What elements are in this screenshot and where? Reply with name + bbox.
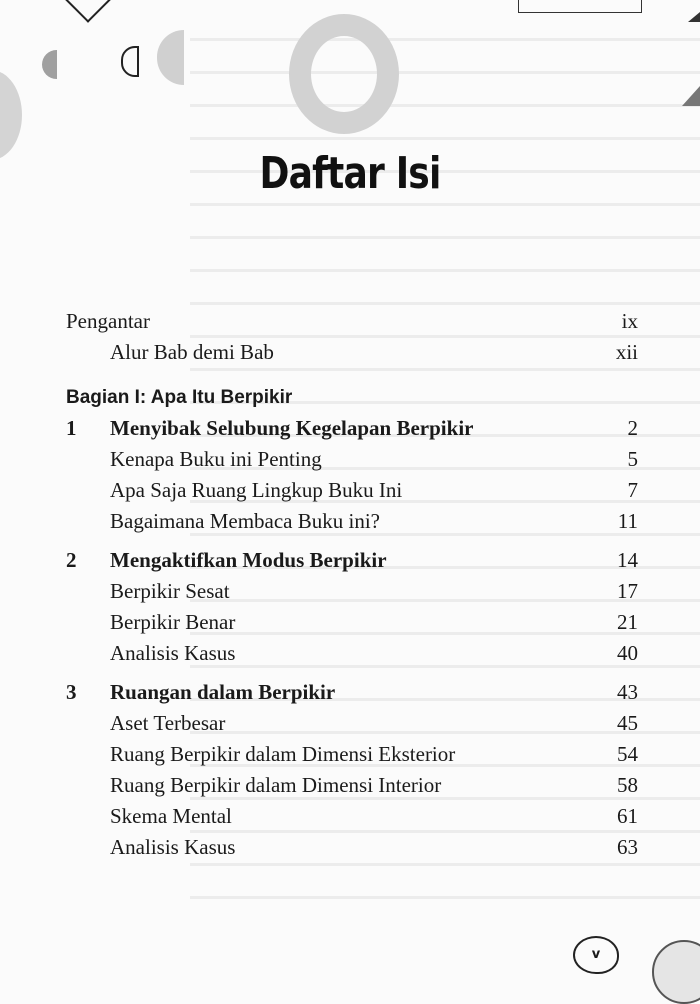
toc-entry-page: 40 <box>617 641 638 665</box>
toc-section[interactable] <box>66 770 638 801</box>
toc-chapter-3[interactable] <box>66 677 638 708</box>
toc-entry-page: 21 <box>617 610 638 634</box>
toc-entry-page: 5 <box>627 447 638 471</box>
toc-entry-label: Ruang Berpikir dalam Dimensi Interior <box>110 773 442 797</box>
triangle-decoration <box>688 12 700 22</box>
toc-entry-label: Berpikir Sesat <box>110 579 230 603</box>
toc-entry-label: Analisis Kasus <box>110 835 236 859</box>
ring-decoration <box>289 14 399 134</box>
chapter-number: 3 <box>66 680 77 704</box>
half-circle-light-decoration <box>157 30 184 85</box>
toc-entry-page: 61 <box>617 804 638 828</box>
toc-entry-page: 14 <box>617 548 638 572</box>
toc-section[interactable] <box>66 832 638 863</box>
toc-entry-page: 7 <box>627 478 638 502</box>
toc-entry-label: Bagaimana Membaca Buku ini? <box>110 509 380 533</box>
toc-section[interactable] <box>66 739 638 770</box>
toc-chapter-1[interactable] <box>66 413 638 444</box>
toc-section[interactable] <box>66 506 638 537</box>
page-number-bubble: v <box>573 936 619 974</box>
toc-part-heading[interactable] <box>66 382 638 413</box>
toc-entry-label: Pengantar <box>66 309 150 333</box>
toc-entry-label: Kenapa Buku ini Penting <box>110 447 322 471</box>
chapter-number: 2 <box>66 548 77 572</box>
toc-entry-alur-bab[interactable] <box>66 337 638 368</box>
triangle-decoration-2 <box>682 86 700 106</box>
chapter-title: Menyibak Selubung Kegelapan Berpikir <box>110 416 474 440</box>
toc-entry-label: Analisis Kasus <box>110 641 236 665</box>
grey-circle-decoration <box>0 70 22 160</box>
toc-entry-page: 58 <box>617 773 638 797</box>
toc-entry-page: 2 <box>627 416 638 440</box>
chapter-title: Mengaktifkan Modus Berpikir <box>110 548 387 572</box>
half-circle-dark-decoration <box>42 50 57 79</box>
toc-section[interactable] <box>66 801 638 832</box>
toc-entry-label: Berpikir Benar <box>110 610 236 634</box>
toc-chapter-2[interactable] <box>66 545 638 576</box>
box-outline-decoration <box>518 0 642 13</box>
toc-section[interactable] <box>66 607 638 638</box>
part-label: Bagian I: Apa Itu Berpikir <box>66 387 293 408</box>
toc-entry-page: ix <box>621 309 638 333</box>
toc-entry-page: 45 <box>617 711 638 735</box>
toc-entry-pengantar[interactable] <box>66 306 638 337</box>
chapter-number: 1 <box>66 416 77 440</box>
toc-entry-label: Alur Bab demi Bab <box>110 340 274 364</box>
globe-icon <box>652 940 700 1004</box>
diamond-outline-decoration <box>51 0 125 23</box>
toc-section[interactable] <box>66 638 638 669</box>
toc-section[interactable] <box>66 576 638 607</box>
toc-section[interactable] <box>66 475 638 506</box>
toc-entry-page: 11 <box>617 509 638 533</box>
page-title: Daftar Isi <box>259 148 441 199</box>
toc-entry-page: 43 <box>617 680 638 704</box>
toc-entry-page: 63 <box>617 835 638 859</box>
toc-entry-label: Apa Saja Ruang Lingkup Buku Ini <box>110 478 403 502</box>
toc-entry-page: 17 <box>617 579 638 603</box>
toc-entry-label: Skema Mental <box>110 804 232 828</box>
toc-section[interactable] <box>66 444 638 475</box>
chapter-title: Ruangan dalam Berpikir <box>110 680 336 704</box>
half-circle-outline-decoration <box>121 46 139 77</box>
table-of-contents <box>66 306 638 863</box>
toc-section[interactable] <box>66 708 638 739</box>
toc-entry-label: Ruang Berpikir dalam Dimensi Eksterior <box>110 742 456 766</box>
toc-entry-label: Aset Terbesar <box>110 711 226 735</box>
toc-entry-page: xii <box>615 340 638 364</box>
toc-entry-page: 54 <box>617 742 638 766</box>
